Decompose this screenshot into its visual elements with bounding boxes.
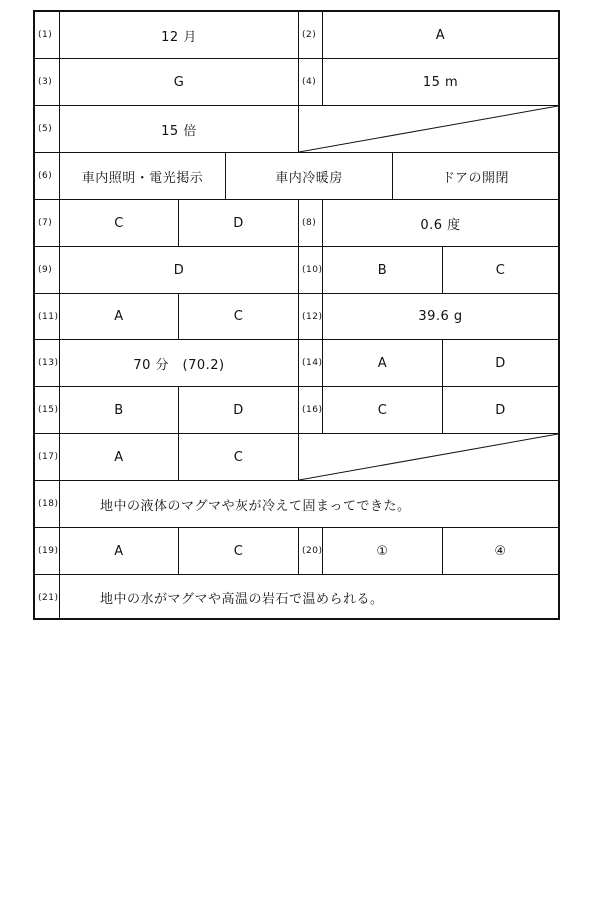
answer-3: G xyxy=(59,59,298,105)
answer-16b: D xyxy=(442,387,558,433)
answer-4: 15 m xyxy=(322,59,558,105)
question-number-14: (14) xyxy=(298,340,322,386)
answer-7b: D xyxy=(178,200,298,246)
answer-17b: C xyxy=(178,434,298,480)
answer-14a: A xyxy=(322,340,442,386)
answer-row-19 xyxy=(35,527,558,574)
answer-20a: ① xyxy=(322,528,442,574)
question-number-9: (9) xyxy=(38,265,53,275)
answer-17a: A xyxy=(59,434,178,480)
answer-16a: C xyxy=(322,387,442,433)
answer-12: 39.6 g xyxy=(322,294,558,339)
answer-row-11 xyxy=(35,293,558,339)
question-number-21: (21) xyxy=(38,592,59,603)
answer-11b: C xyxy=(178,294,298,339)
answer-row-21 xyxy=(35,574,558,620)
answer-2: A xyxy=(322,12,558,58)
answer-row-18 xyxy=(35,480,558,527)
question-number-5: (5) xyxy=(38,124,53,134)
question-number-17: (17) xyxy=(38,452,59,462)
answer-10b: C xyxy=(442,247,558,293)
question-number-11: (11) xyxy=(38,311,59,322)
blank-diagonal-cell xyxy=(298,106,558,152)
question-number-12: (12) xyxy=(298,294,322,339)
answer-19b: C xyxy=(178,528,298,574)
answer-row-6 xyxy=(35,152,558,199)
answer-row-17 xyxy=(35,433,558,480)
answer-6a: 車内照明・電光掲示 xyxy=(59,153,225,199)
answer-1: 12 月 xyxy=(59,12,298,58)
question-number-16: (16) xyxy=(298,387,322,433)
answer-13: 70 分 (70.2) xyxy=(59,340,298,386)
answer-7a: C xyxy=(59,200,178,246)
answer-row-9 xyxy=(35,246,558,293)
question-number-18: (18) xyxy=(38,499,59,509)
question-number-3: (3) xyxy=(38,77,53,87)
question-number-8: (8) xyxy=(298,200,322,246)
answer-row-2 xyxy=(35,58,558,105)
answer-9: D xyxy=(59,247,298,293)
answer-sheet xyxy=(33,10,560,620)
blank-diagonal-cell-2 xyxy=(298,434,558,480)
answer-11a: A xyxy=(59,294,178,339)
answer-6c: ドアの開閉 xyxy=(392,153,558,199)
question-number-6: (6) xyxy=(38,171,53,181)
question-number-19: (19) xyxy=(38,546,59,556)
answer-19a: A xyxy=(59,528,178,574)
question-number-4: (4) xyxy=(298,59,322,105)
answer-21: 地中の水がマグマや高温の岩石で温められる。 xyxy=(59,575,558,620)
answer-5: 15 倍 xyxy=(59,106,298,152)
answer-15b: D xyxy=(178,387,298,433)
question-number-2: (2) xyxy=(298,12,322,58)
answer-6b: 車内冷暖房 xyxy=(225,153,392,199)
answer-row-3 xyxy=(35,105,558,152)
question-number-20: (20) xyxy=(298,528,322,574)
answer-row-13 xyxy=(35,339,558,386)
answer-20b: ④ xyxy=(442,528,558,574)
question-number-7: (7) xyxy=(38,218,53,228)
question-number-1: (1) xyxy=(38,30,53,40)
question-number-13: (13) xyxy=(38,358,59,368)
answer-15a: B xyxy=(59,387,178,433)
answer-row-1 xyxy=(35,12,558,58)
answer-10a: B xyxy=(322,247,442,293)
question-number-10: (10) xyxy=(298,247,322,293)
answer-8: 0.6 度 xyxy=(322,200,558,246)
question-number-15: (15) xyxy=(38,405,59,415)
answer-14b: D xyxy=(442,340,558,386)
answer-row-7 xyxy=(35,199,558,246)
answer-18: 地中の液体のマグマや灰が冷えて固まってできた。 xyxy=(59,481,558,527)
answer-row-15 xyxy=(35,386,558,433)
